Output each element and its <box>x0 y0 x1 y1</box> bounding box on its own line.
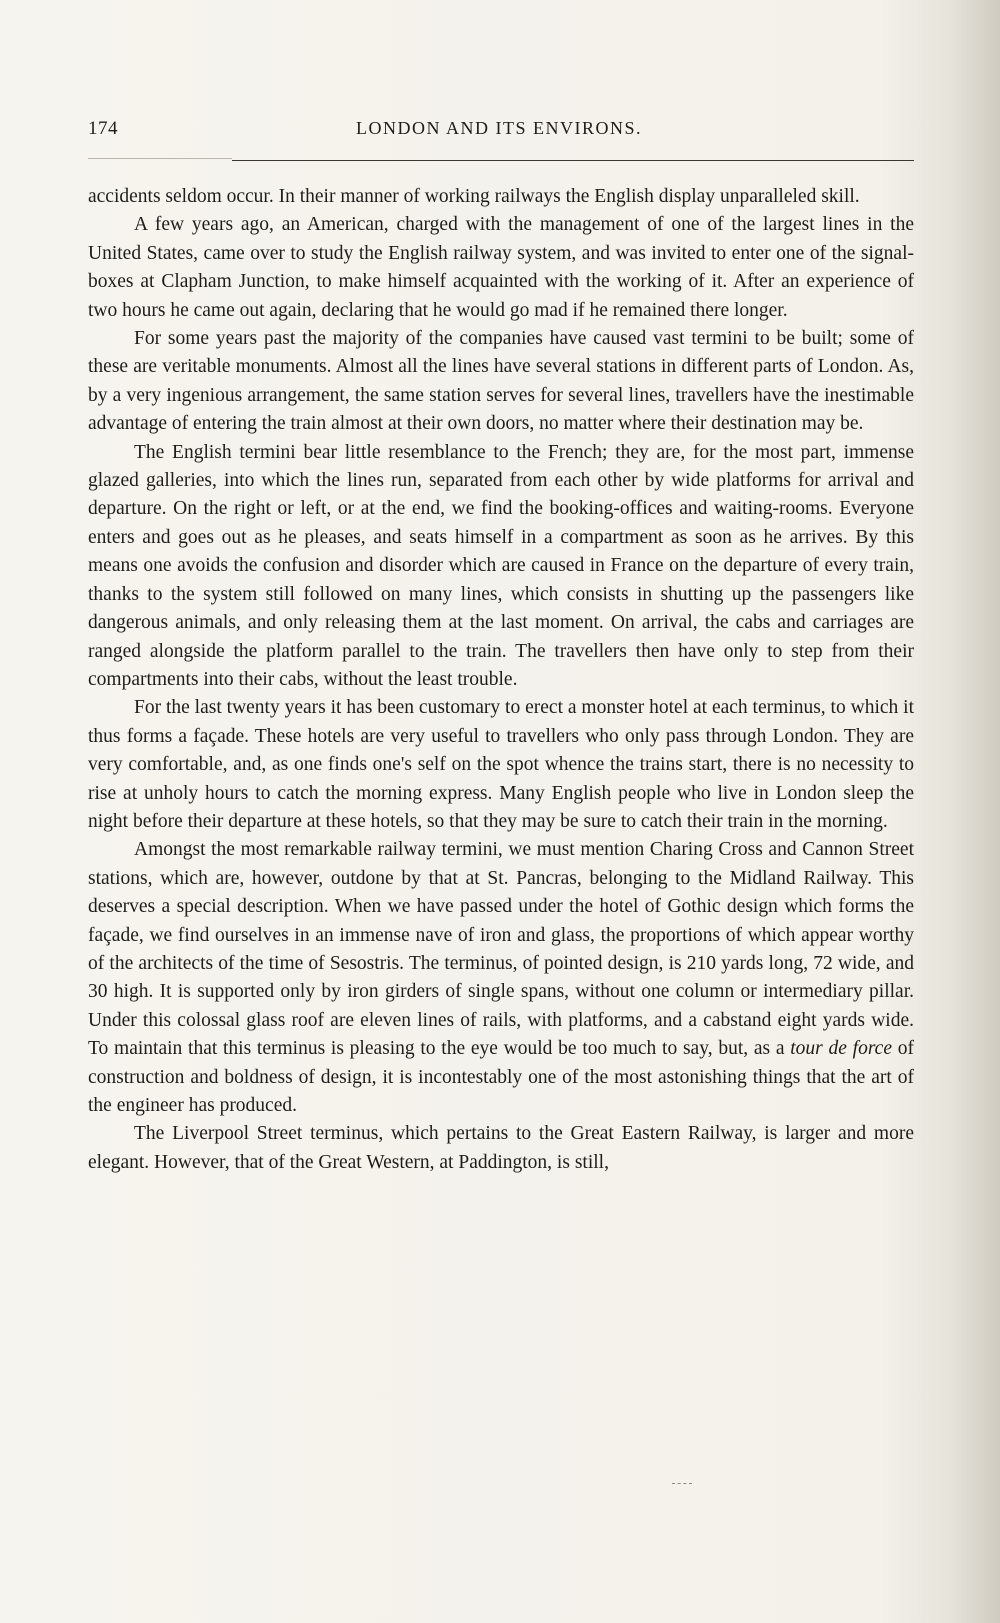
st-pancras-text-before: Amongst the most remarkable railway termini, we must mention Charing Cross and Cannon Street stations, which are, however, outdone by that at St. Pancras, belonging to the Midland Railway. This deserves a special description. When we have passed under the hotel of Gothic design which forms the façade, we find ourselves in an immense nave of iron and glass, the proportions of which appear worthy of the architects of the time of Sesostris. The terminus, of pointed design, is 210 yards long, 72 wide, and 30 high. It is supported only by iron girders of single spans, without one column or intermediary pillar. Under this colossal glass roof are eleven lines of rails, with platforms, and a cabstand eight yards wide. To maintain that this terminus is pleasing to the eye would be too much to say, but, as a <box>88 839 914 1060</box>
running-title: LONDON AND ITS ENVIRONS. <box>356 118 642 138</box>
print-mark <box>672 1483 692 1484</box>
header-rule-faint <box>88 158 232 159</box>
paragraph-continuation: accidents seldom occur. In their manner of working railways the English display unparalleled skill. <box>88 186 860 207</box>
page-number: 174 <box>88 118 118 139</box>
paragraph-termini-built: For some years past the majority of the companies have caused vast termini to be built; some of these are veritable monuments. Almost all the lines have several stations in different parts of London. As, by a very ingenious arrangement, the same station serves for several lines, travellers have the inestimable advantage of entering the train almost at their own doors, no matter where their destination may be. <box>88 328 914 435</box>
paragraph-liverpool-street: The Liverpool Street terminus, which pertains to the Great Eastern Railway, is larger and more elegant. However, that of the Great Western, at Paddington, is still, <box>88 1123 914 1173</box>
st-pancras-italic-phrase: tour de force <box>790 1038 892 1060</box>
paragraph-american-visitor: A few years ago, an American, charged with the management of one of the largest lines in the United States, came over to study the English railway system, and was invited to enter one of the signal-boxes at Clapham Junction, to make himself acquainted with the working of it. After an experience of two hours he came out again, declaring that he would go mad if he remained there longer. <box>88 214 914 321</box>
paragraph-terminus-hotels: For the last twenty years it has been customary to erect a monster hotel at each terminus, to which it thus forms a façade. These hotels are very useful to travellers who only pass through London. They are very comfortable, and, as one finds one's self on the spot whence the trains start, there is no necessity to rise at unholy hours to catch the morning express. Many English people who live in London sleep the night before their departure at these hotels, so that they may be sure to catch their train in the morning. <box>88 697 914 832</box>
header-rule <box>232 160 914 161</box>
st-pancras-text-after: of construction and boldness of design, it is incontestably one of the most astonishing things that the art of the engineer has produced. <box>88 1038 914 1116</box>
running-head <box>88 118 910 148</box>
paragraph-st-pancras <box>88 836 914 1120</box>
paragraph-english-termini: The English termini bear little resemblance to the French; they are, for the most part, immense glazed galleries, into which the lines run, separated from each other by wide platforms for arrival and departure. On the right or left, or at the end, we find the booking-offices and waiting-rooms. Everyone enters and goes out as he pleases, and seats himself in a compartment as soon as he arrives. By this means one avoids the confusion and disorder which are caused in France on the departure of every train, thanks to the system still followed on many lines, which consists in shutting up the passengers like dangerous animals, and only releasing them at the last moment. On arrival, the cabs and carriages are ranged alongside the platform parallel to the train. The travellers then have only to step from their compartments into their cabs, without the least trouble. <box>88 441 914 690</box>
body-text <box>88 183 914 1177</box>
